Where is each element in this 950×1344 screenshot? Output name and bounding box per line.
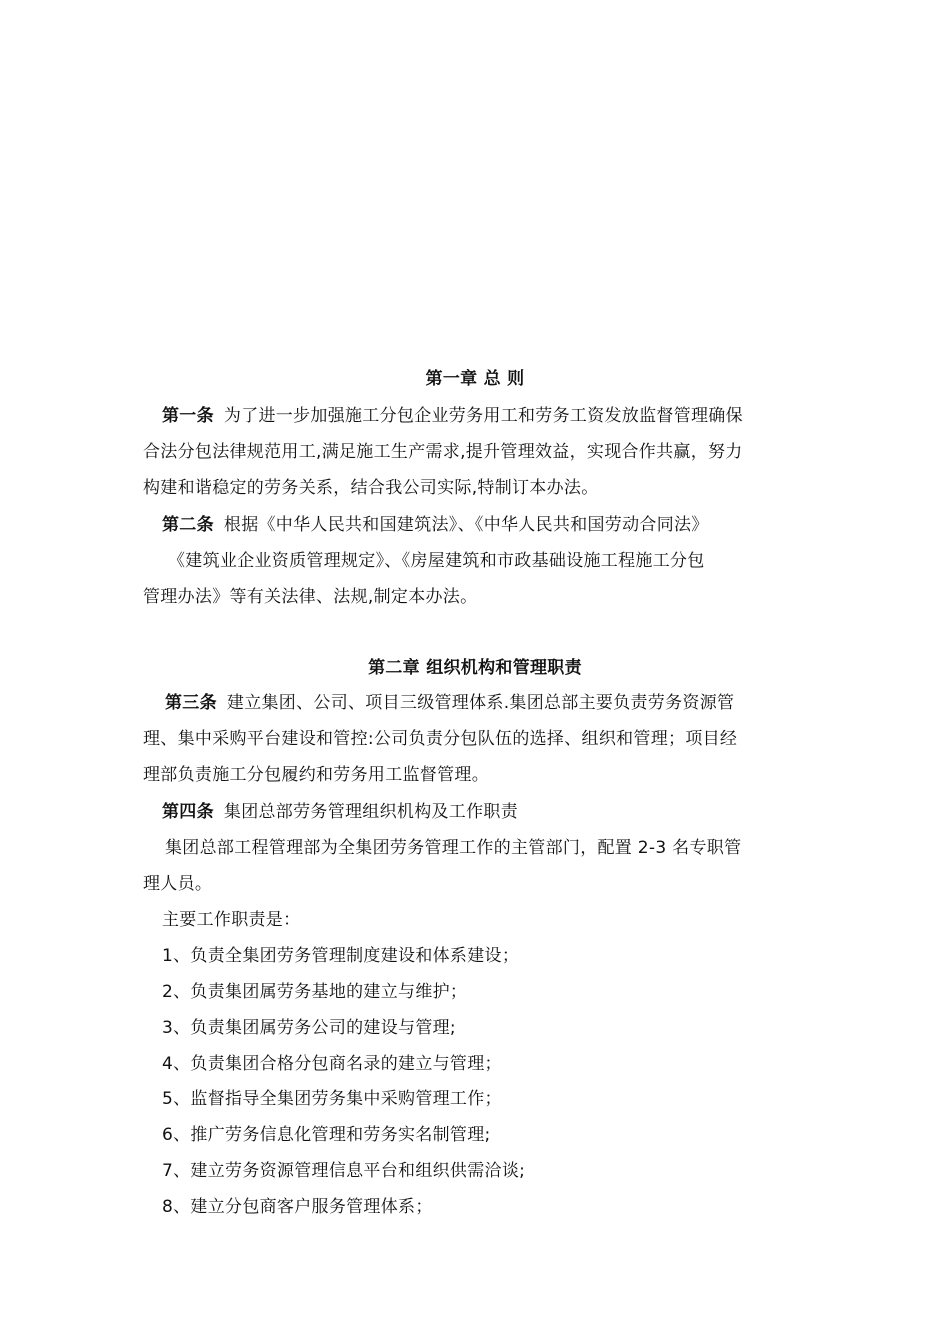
article-3-text-1: 建立集团、公司、项目三级管理体系.集团总部主要负责劳务资源管: [226, 693, 735, 713]
article-1-line-3: 构建和谐稳定的劳务关系，结合我公司实际,特制订本办法。: [143, 478, 599, 498]
article-2-line-2: 《建筑业企业资质管理规定》、《房屋建筑和市政基础设施工程施工分包: [168, 551, 705, 571]
article-2-label: 第二条: [162, 515, 214, 535]
article-4-label: 第四条: [162, 802, 214, 822]
article-2-line-1: [162, 513, 709, 537]
article-3-line-3: 理部负责施工分包履约和劳务用工监督管理。: [143, 765, 489, 785]
duty-item: 3、负责集团属劳务公司的建设与管理;: [162, 1018, 456, 1038]
duty-item: 2、负责集团属劳务基地的建立与维护；: [162, 982, 468, 1002]
article-2-text-1: 根据《中华人民共和国建筑法》、《中华人民共和国劳动合同法》: [223, 515, 709, 535]
article-1-line-1: [162, 404, 743, 428]
duty-item: 6、推广劳务信息化管理和劳务实名制管理;: [162, 1125, 491, 1145]
article-1-line-2: 合法分包法律规范用工,满足施工生产需求,提升管理效益，实现合作共赢，努力: [143, 442, 743, 462]
article-4-title: 集团总部劳务管理组织机构及工作职责: [223, 802, 519, 822]
article-1-text-1: 为了进一步加强施工分包企业劳务用工和劳务工资发放监督管理确保: [223, 406, 743, 426]
chapter-2-heading: 第二章 组织机构和管理职责: [368, 658, 582, 678]
article-3-label: 第三条: [165, 693, 217, 713]
article-4-para-line-2: 理人员。: [143, 874, 213, 894]
article-3-line-2: 理、集中采购平台建设和管控:公司负责分包队伍的选择、组织和管理；项目经: [143, 729, 738, 749]
chapter-1-heading: 第一章 总 则: [425, 369, 525, 389]
article-2-line-3: 管理办法》等有关法律、法规,制定本办法。: [143, 587, 478, 607]
duty-item: 5、监督指导全集团劳务集中采购管理工作；: [162, 1089, 502, 1109]
article-3-line-1: [165, 691, 734, 715]
article-4-para-line-1: 集团总部工程管理部为全集团劳务管理工作的主管部门，配置 2-3 名专职管: [165, 838, 742, 858]
article-4-line-1: [162, 800, 518, 824]
article-1-label: 第一条: [162, 406, 214, 426]
duty-item: 4、负责集团合格分包商名录的建立与管理；: [162, 1054, 502, 1074]
duty-item: 1、负责全集团劳务管理制度建设和体系建设；: [162, 946, 520, 966]
duty-item: 8、建立分包商客户服务管理体系；: [162, 1197, 433, 1217]
duties-intro: 主要工作职责是：: [162, 910, 301, 930]
duty-item: 7、建立劳务资源管理信息平台和组织供需洽谈;: [162, 1161, 526, 1181]
